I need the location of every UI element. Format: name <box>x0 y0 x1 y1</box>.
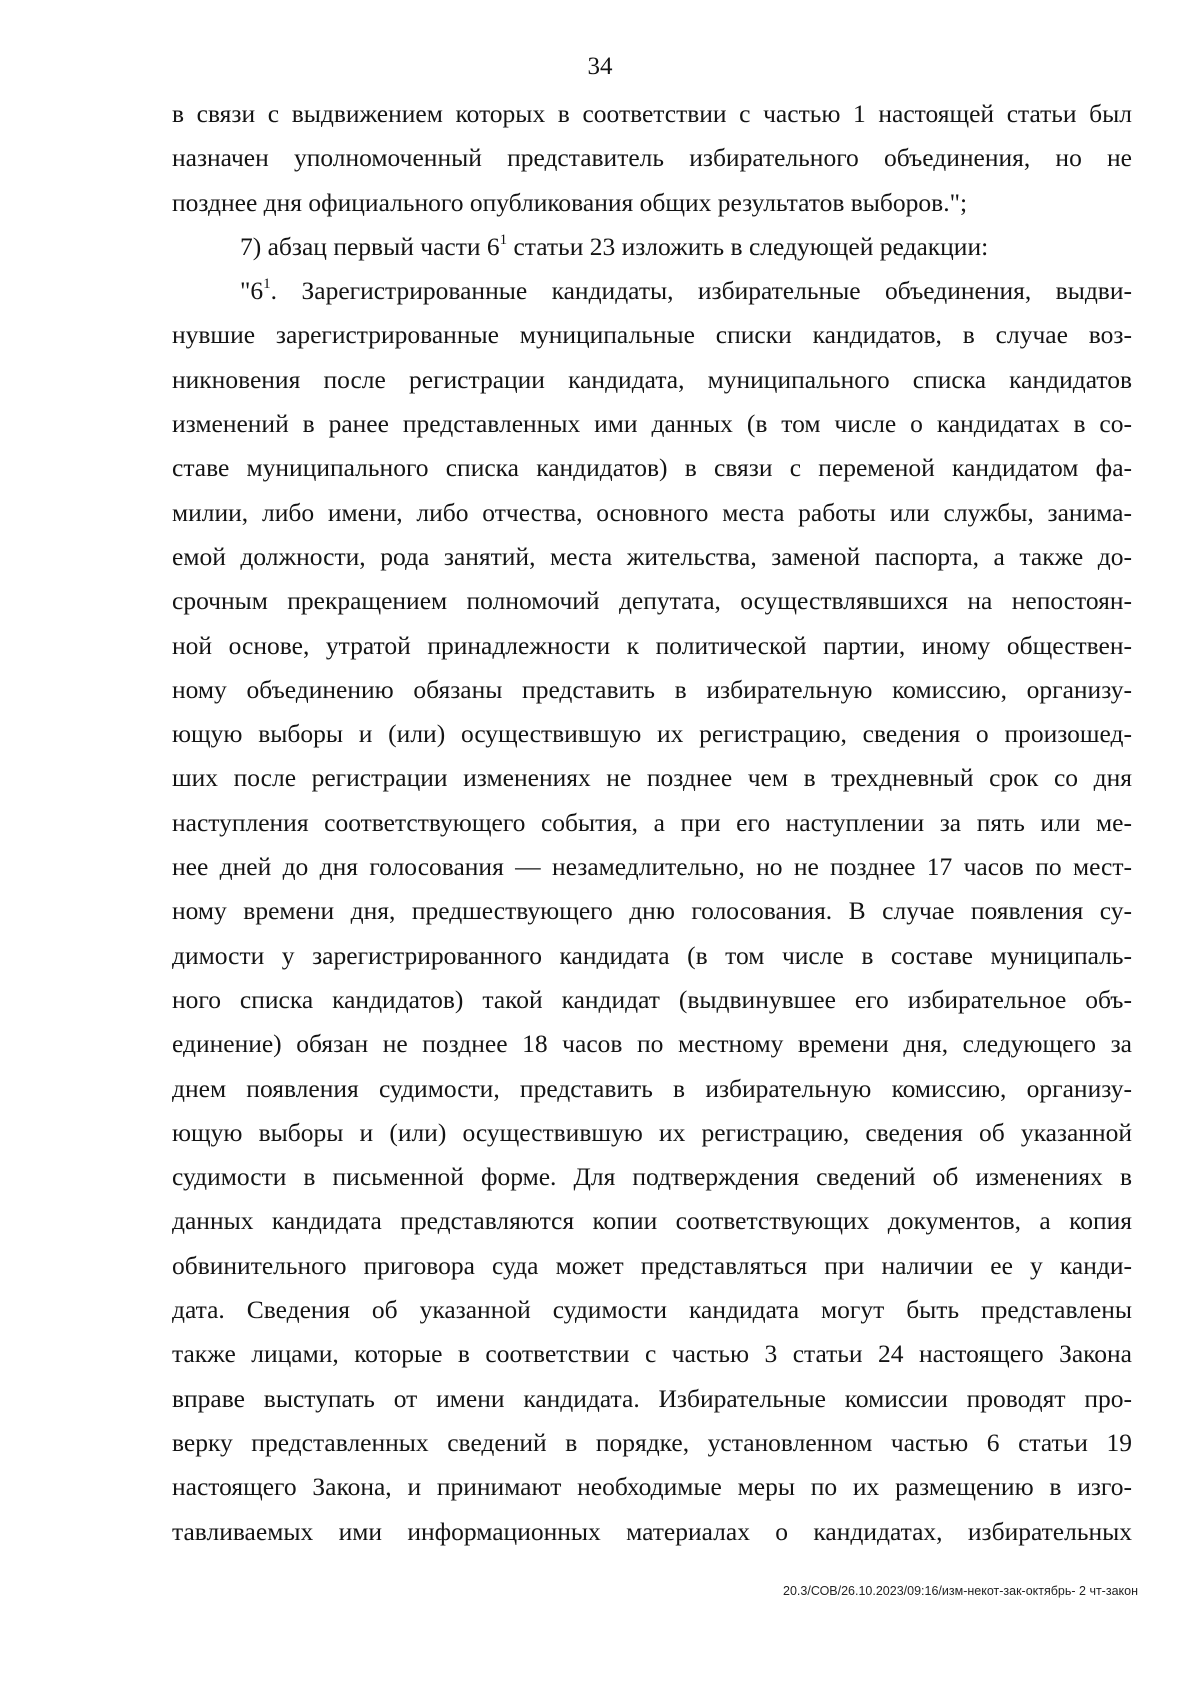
text-line: нувшие зарегистрированные муниципальные списки кандидатов, в случае воз- <box>172 320 1132 350</box>
superscript: 1 <box>499 231 508 248</box>
text-line: ющую выборы и (или) осуществившую их регистрацию, сведения об указанной <box>172 1117 1132 1147</box>
text-line: тавливаемых ими информационных материалах о кандидатах, избирательных <box>172 1516 1132 1546</box>
text-line: емой должности, рода занятий, места жительства, заменой паспорта, а также до- <box>172 541 1132 571</box>
text-line <box>172 225 1132 269</box>
text-line: дата. Сведения об указанной судимости кандидата могут быть представлены <box>172 1295 1132 1325</box>
text-line: наступления соответствующего события, а при его наступлении за пять или ме- <box>172 807 1132 837</box>
text-line: ного списка кандидатов) такой кандидат (выдвинувшее его избирательное объ- <box>172 984 1132 1014</box>
text-line: обвинительного приговора суда может представляться при наличии ее у канди- <box>172 1250 1132 1280</box>
text-fragment: статьи 23 изложить в следующей редакции: <box>507 231 989 261</box>
document-footer-code: 20.3/СОВ/26.10.2023/09:16/изм-некот-зак-октябрь- 2 чт-закон <box>783 1584 1138 1598</box>
text-line: ной основе, утратой принадлежности к политической партии, иному обществен- <box>172 630 1132 660</box>
text-fragment: . Зарегистрированные кандидаты, избирательные объединения, выдви- <box>270 276 1132 306</box>
text-line: настоящего Закона, и принимают необходимые меры по их размещению в изго- <box>172 1472 1132 1502</box>
text-line: позднее дня официального опубликования общих результатов выборов."; <box>172 187 968 217</box>
text-line: димости у зарегистрированного кандидата (в том числе в составе муниципаль- <box>172 940 1132 970</box>
text-line: милии, либо имени, либо отчества, основного места работы или службы, занима- <box>172 497 1132 527</box>
text-line: также лицами, которые в соответствии с частью 3 статьи 24 настоящего Закона <box>172 1339 1132 1369</box>
text-line: срочным прекращением полномочий депутата, осуществлявшихся на непостоян- <box>172 586 1132 616</box>
superscript: 1 <box>263 276 271 293</box>
text-line: ставе муниципального списка кандидатов) в связи с переменой кандидатом фа- <box>172 453 1132 483</box>
text-line: никновения после регистрации кандидата, муниципального списка кандидатов <box>172 364 1132 394</box>
text-line: ному объединению обязаны представить в избирательную комиссию, организу- <box>172 674 1132 704</box>
text-line: судимости в письменной форме. Для подтверждения сведений об изменениях в <box>172 1162 1132 1192</box>
text-line: назначен уполномоченный представитель избирательного объединения, но не <box>172 143 1132 173</box>
text-line: вправе выступать от имени кандидата. Избирательные комиссии проводят про- <box>172 1383 1132 1413</box>
document-body <box>172 92 1132 1554</box>
page-number: 34 <box>587 53 613 80</box>
text-line: ющую выборы и (или) осуществившую их регистрацию, сведения о произошед- <box>172 719 1132 749</box>
text-line <box>172 269 1132 313</box>
text-fragment: "6 <box>240 276 264 306</box>
text-line: ших после регистрации изменениях не позднее чем в трехдневный срок со дня <box>172 763 1132 793</box>
text-line: единение) обязан не позднее 18 часов по местному времени дня, следующего за <box>172 1029 1132 1059</box>
text-line: ному времени дня, предшествующего дню голосования. В случае появления су- <box>172 896 1132 926</box>
text-line: днем появления судимости, представить в избирательную комиссию, организу- <box>172 1073 1132 1103</box>
text-line: нее дней до дня голосования — незамедлительно, но не позднее 17 часов по мест- <box>172 852 1132 882</box>
text-line: в связи с выдвижением которых в соответствии с частью 1 настоящей статьи был <box>172 99 1132 128</box>
text-fragment: 7) абзац первый части 6 <box>240 231 500 261</box>
text-line: изменений в ранее представленных ими данных (в том числе о кандидатах в со- <box>172 409 1132 439</box>
text-line: верку представленных сведений в порядке, установленном частью 6 статьи 19 <box>172 1427 1132 1457</box>
text-line: данных кандидата представляются копии соответствующих документов, а копия <box>172 1206 1132 1236</box>
